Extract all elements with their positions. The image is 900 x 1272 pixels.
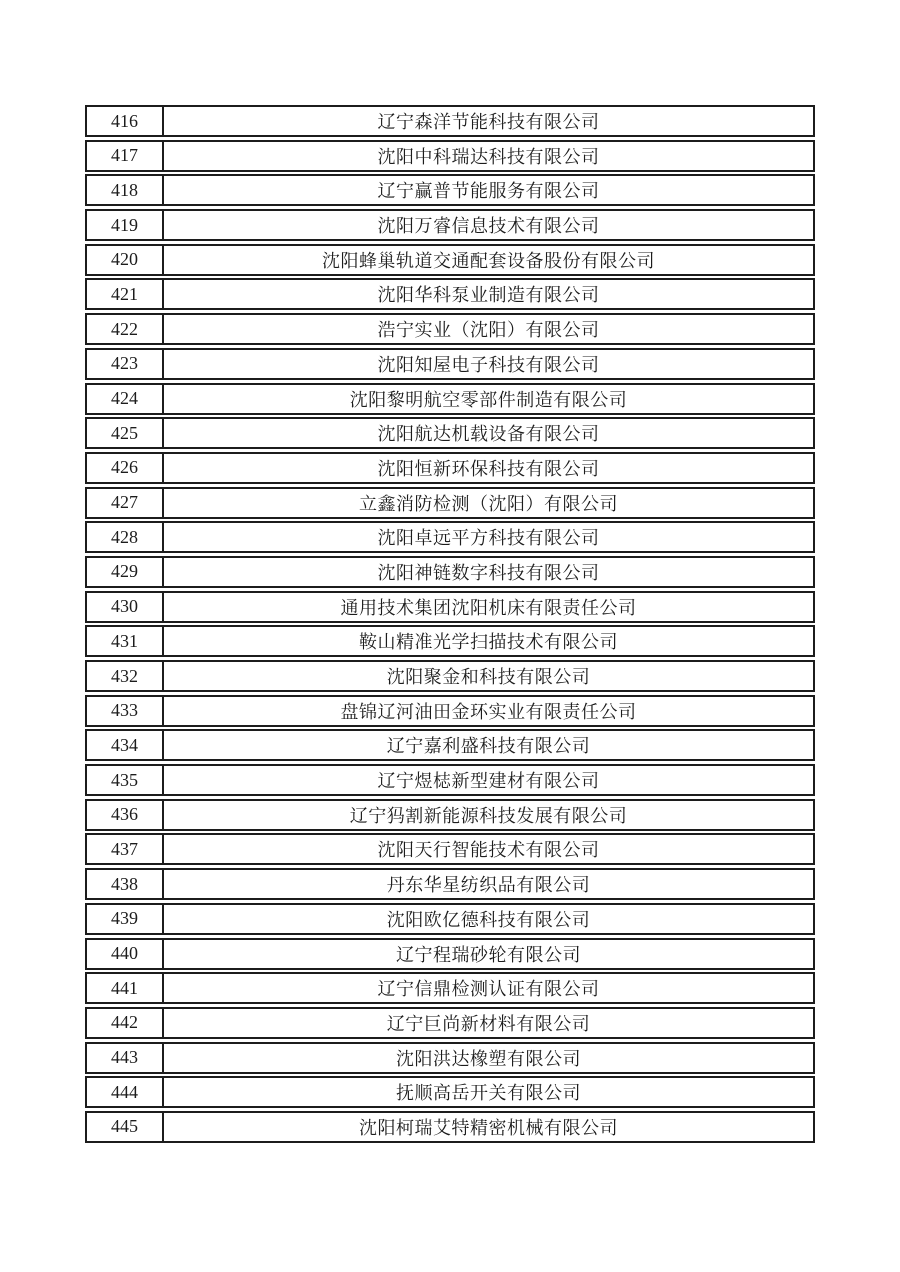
table-row (85, 1111, 815, 1143)
company-name-cell: 辽宁信鼎检测认证有限公司 (377, 979, 600, 1000)
company-name-cell: 沈阳万睿信息技术有限公司 (377, 216, 600, 237)
row-number-cell: 425 (87, 419, 164, 447)
company-name-cell: 辽宁巨尚新材料有限公司 (386, 1013, 591, 1034)
company-name-cell: 沈阳知屋电子科技有限公司 (377, 354, 600, 375)
table-row (85, 417, 815, 449)
row-number-cell: 416 (87, 107, 164, 135)
company-table (85, 105, 815, 1146)
row-number-cell: 418 (87, 176, 164, 204)
row-number-cell: 431 (87, 627, 164, 655)
table-row (85, 105, 815, 137)
company-name-cell: 通用技术集团沈阳机床有限责任公司 (340, 597, 637, 618)
table-row (85, 799, 815, 831)
row-number-cell: 422 (87, 315, 164, 343)
row-number-cell: 444 (87, 1078, 164, 1106)
company-name-cell: 辽宁煜梽新型建材有限公司 (377, 771, 600, 792)
row-number-cell: 442 (87, 1009, 164, 1037)
table-row (85, 833, 815, 865)
company-name-cell: 抚顺高岳开关有限公司 (396, 1083, 581, 1104)
row-number-cell: 437 (87, 835, 164, 863)
table-row (85, 209, 815, 241)
table-row (85, 938, 815, 970)
company-name-cell: 辽宁犸割新能源科技发展有限公司 (349, 805, 628, 826)
table-row (85, 521, 815, 553)
table-row (85, 348, 815, 380)
row-number-cell: 440 (87, 940, 164, 968)
table-row (85, 972, 815, 1004)
company-name-cell: 沈阳黎明航空零部件制造有限公司 (349, 389, 628, 410)
table-row (85, 1076, 815, 1108)
table-row (85, 487, 815, 519)
row-number-cell: 433 (87, 697, 164, 725)
company-name-cell: 沈阳欧亿德科技有限公司 (386, 909, 591, 930)
company-name-cell: 沈阳中科瑞达科技有限公司 (377, 146, 600, 167)
row-number-cell: 419 (87, 211, 164, 239)
row-number-cell: 421 (87, 280, 164, 308)
row-number-cell: 424 (87, 385, 164, 413)
company-name-cell: 沈阳天行智能技术有限公司 (377, 840, 600, 861)
company-name-cell: 立鑫消防检测（沈阳）有限公司 (359, 493, 618, 514)
company-name-cell: 浩宁实业（沈阳）有限公司 (377, 320, 600, 341)
company-name-cell: 盘锦辽河油田金环实业有限责任公司 (340, 701, 637, 722)
row-number-cell: 426 (87, 454, 164, 482)
table-row (85, 383, 815, 415)
table-row (85, 556, 815, 588)
company-name-cell: 沈阳华科泵业制造有限公司 (377, 285, 600, 306)
table-row (85, 278, 815, 310)
row-number-cell: 432 (87, 662, 164, 690)
company-name-cell: 沈阳蜂巢轨道交通配套设备股份有限公司 (322, 250, 655, 271)
table-row (85, 174, 815, 206)
company-name-cell: 鞍山精准光学扫描技术有限公司 (359, 632, 618, 653)
row-number-cell: 435 (87, 766, 164, 794)
company-name-cell: 沈阳航达机载设备有限公司 (377, 424, 600, 445)
company-name-cell: 辽宁嘉利盛科技有限公司 (386, 736, 591, 757)
company-name-cell: 沈阳聚金和科技有限公司 (386, 667, 591, 687)
row-number-cell: 417 (87, 142, 164, 170)
table-row (85, 1007, 815, 1039)
table-row (85, 625, 815, 657)
table-row (85, 140, 815, 172)
table-row (85, 868, 815, 900)
table-row (85, 313, 815, 345)
company-name-cell: 沈阳洪达橡塑有限公司 (396, 1048, 581, 1069)
table-row (85, 1042, 815, 1074)
company-name-cell: 丹东华星纺织品有限公司 (386, 875, 591, 896)
row-number-cell: 441 (87, 974, 164, 1002)
row-number-cell: 438 (87, 870, 164, 898)
row-number-cell: 428 (87, 523, 164, 551)
row-number-cell: 430 (87, 593, 164, 621)
table-row (85, 903, 815, 935)
company-name-cell: 沈阳神链数字科技有限公司 (377, 562, 600, 583)
row-number-cell: 427 (87, 489, 164, 517)
row-number-cell: 445 (87, 1113, 164, 1141)
row-number-cell: 436 (87, 801, 164, 829)
company-name-cell: 辽宁程瑞砂轮有限公司 (396, 944, 581, 965)
row-number-cell: 434 (87, 731, 164, 759)
company-name-cell: 沈阳恒新环保科技有限公司 (377, 458, 600, 479)
table-row (85, 764, 815, 796)
table-row (85, 729, 815, 761)
row-number-cell: 420 (87, 246, 164, 274)
row-number-cell: 423 (87, 350, 164, 378)
table-row (85, 452, 815, 484)
company-name-cell: 沈阳柯瑞艾特精密机械有限公司 (359, 1117, 618, 1138)
row-number-cell: 443 (87, 1044, 164, 1072)
table-row (85, 660, 815, 692)
company-name-cell: 沈阳卓远平方科技有限公司 (377, 528, 600, 549)
company-name-cell: 辽宁赢普节能服务有限公司 (377, 181, 600, 202)
table-row (85, 244, 815, 276)
company-name-cell: 辽宁森洋节能科技有限公司 (377, 112, 600, 132)
table-row (85, 591, 815, 623)
row-number-cell: 439 (87, 905, 164, 933)
row-number-cell: 429 (87, 558, 164, 586)
table-row (85, 695, 815, 727)
